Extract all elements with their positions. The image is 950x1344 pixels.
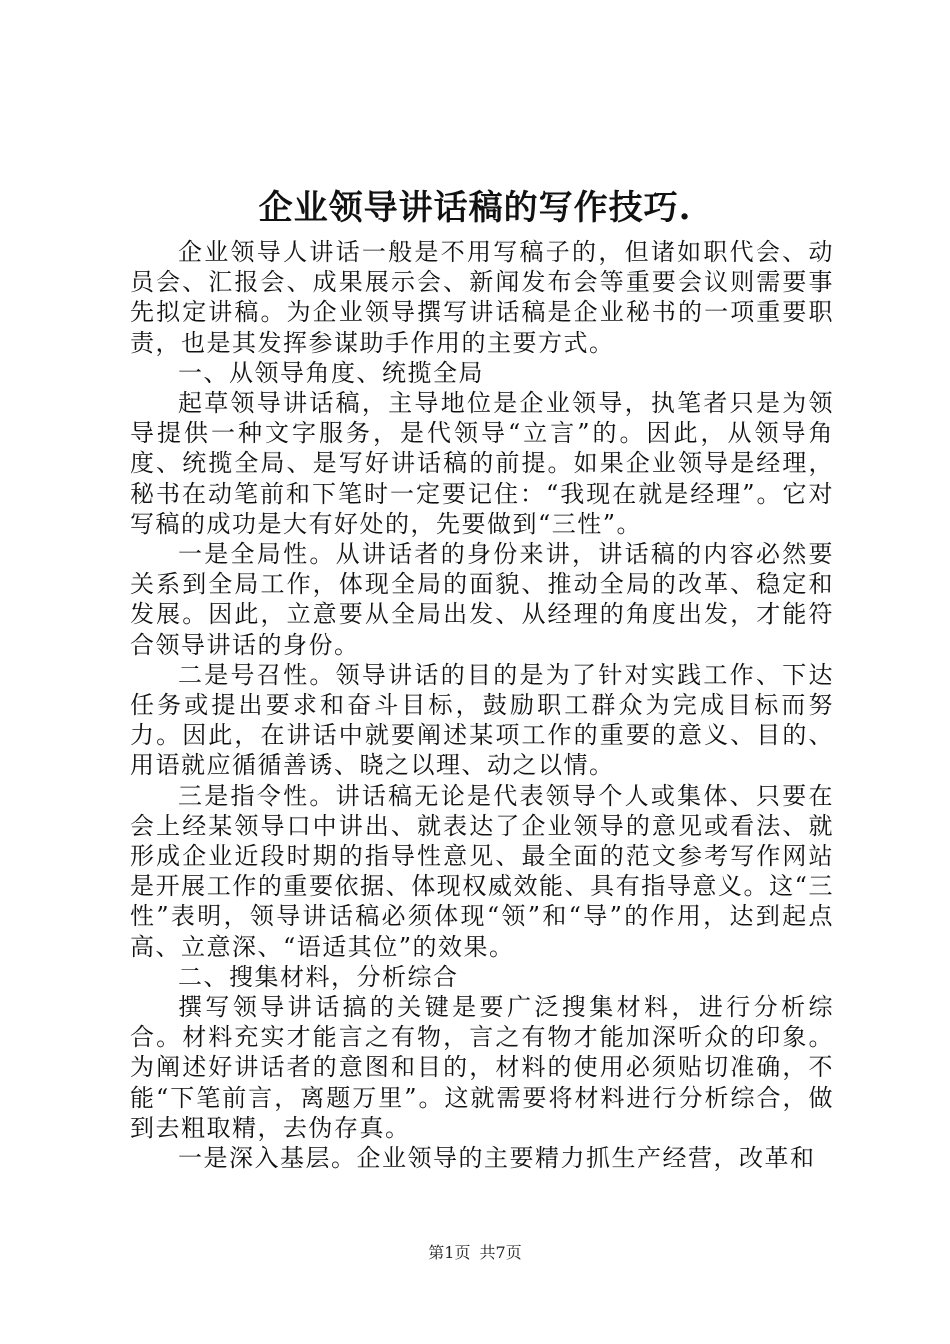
page-footer xyxy=(0,1242,950,1264)
document-title: 企业领导讲话稿的写作技巧. xyxy=(258,188,692,228)
paragraph-leader-perspective: 起草领导讲话稿，主导地位是企业领导，执笔者只是为领导提供一种文字服务，是代领导“立言”的。因此，从领导角度、统揽全局、是写好讲话稿的前提。如果企业领导是经理，秘书在动笔前和下笔时一定要记住：“我现在就是经理”。它对写稿的成功是大有好处的，先要做到“三性”。 xyxy=(130,389,834,538)
section-heading-1: 一、从领导角度、统揽全局 xyxy=(178,358,484,387)
paragraph-grassroots: 一是深入基层。企业领导的主要精力抓生产经营，改革和 xyxy=(178,1144,816,1173)
page-number-total: 共7页 xyxy=(479,1243,522,1262)
paragraph-intro: 企业领导人讲话一般是不用写稿子的，但诸如职代会、动员会、汇报会、成果展示会、新闻发布会等重要会议则需要事先拟定讲稿。为企业领导撰写讲话稿是企业秘书的一项重要职责，也是其发挥参谋助手作用的主要方式。 xyxy=(130,238,834,357)
page-number-current: 第1页 xyxy=(428,1243,471,1262)
paragraph-directive: 三是指令性。讲话稿无论是代表领导个人或集体、只要在会上经某领导口中讲出、就表达了企业领导的意见或看法、就形成企业近段时期的指导性意见、最全面的范文参考写作网站是开展工作的重要依据、体现权威效能、具有指导意义。这“三性”表明，领导讲话稿必须体现“领”和“导”的作用，达到起点高、立意深、“语适其位”的效果。 xyxy=(130,781,834,961)
paragraph-materials: 撰写领导讲话搞的关键是要广泛搜集材料，进行分析综合。材料充实才能言之有物，言之有物才能加深听众的印象。为阐述好讲话者的意图和目的，材料的使用必须贴切准确，不能“下笔前言，离题万里”。这就需要将材料进行分析综合，做到去粗取精，去伪存真。 xyxy=(130,993,834,1142)
paragraph-overall: 一是全局性。从讲话者的身份来讲，讲话稿的内容必然要关系到全局工作，体现全局的面貌、推动全局的改革、稳定和发展。因此，立意要从全局出发、从经理的角度出发，才能符合领导讲话的身份。 xyxy=(130,540,834,659)
paragraph-appeal: 二是号召性。领导讲话的目的是为了针对实践工作、下达任务或提出要求和奋斗目标，鼓励职工群众为完成目标而努力。因此，在讲话中就要阐述某项工作的重要的意义、目的、用语就应循循善诱、晓之以理、动之以情。 xyxy=(130,660,834,780)
document-body xyxy=(130,237,834,1173)
section-heading-2: 二、搜集材料，分析综合 xyxy=(178,962,459,991)
